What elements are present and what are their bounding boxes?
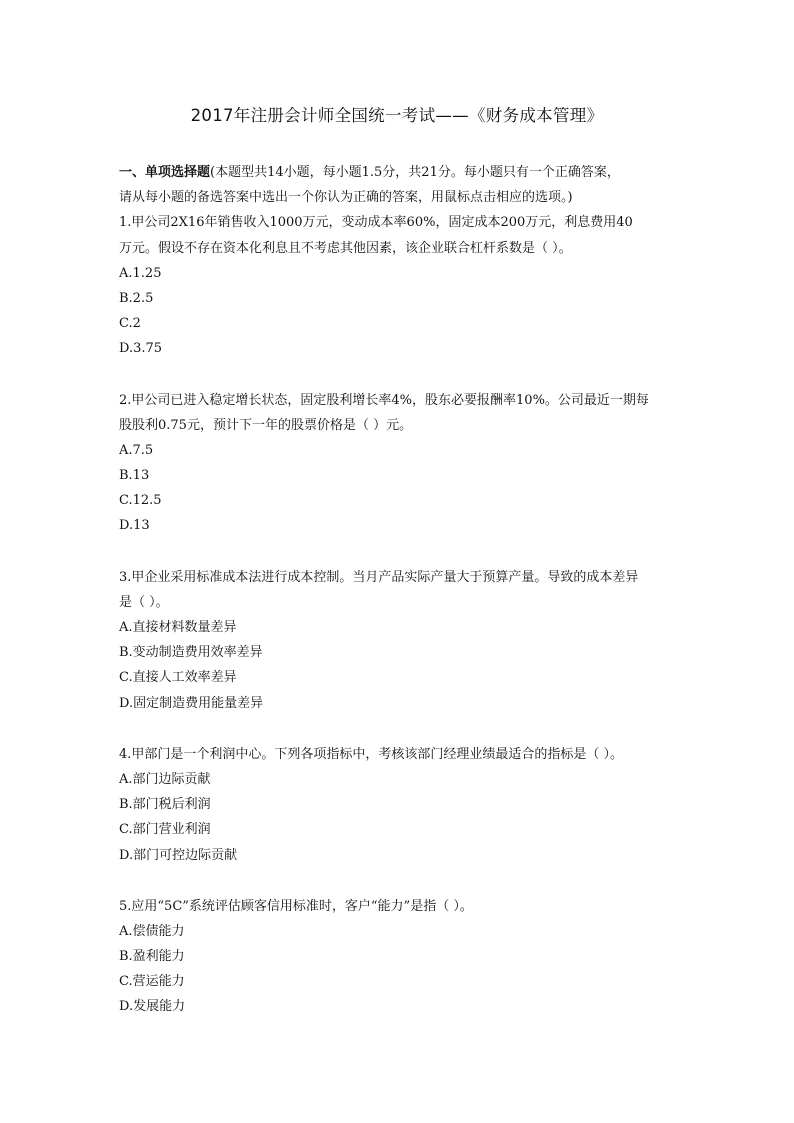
option-b[interactable]: B.盈利能力 (119, 949, 185, 965)
question-stem-line: 1.甲公司2X16年销售收入1000万元，变动成本率60%，固定成本200万元，利息费用40 (119, 215, 633, 231)
option-a[interactable]: A.偿债能力 (119, 923, 185, 939)
section-heading: 一、单项选择题 (119, 165, 211, 180)
question-2 (119, 388, 677, 539)
option-c[interactable]: C.营运能力 (119, 974, 185, 990)
section-intro-1: (本题型共14小题，每小题1.5分，共21分。每小题只有一个正确答案， (210, 165, 620, 180)
option-b[interactable]: B.部门税后利润 (119, 797, 211, 813)
page-title: 2017年注册会计师全国统一考试——《财务成本管理》 (190, 106, 604, 125)
question-3 (119, 565, 677, 716)
section-intro-line-1 (119, 160, 677, 185)
option-d[interactable]: D.13 (119, 518, 150, 534)
option-d[interactable]: D.部门可控边际贡献 (119, 847, 238, 863)
question-stem-line: 4.甲部门是一个利润中心。下列各项指标中，考核该部门经理业绩最适合的指标是（ ）。 (119, 746, 624, 762)
option-a[interactable]: A.直接材料数量差异 (119, 620, 237, 635)
option-c[interactable]: C.部门营业利润 (119, 822, 211, 838)
exam-content (119, 160, 677, 1020)
question-spacer (119, 362, 677, 388)
question-spacer (119, 539, 677, 565)
option-a[interactable]: A.部门边际贡献 (119, 771, 211, 787)
question-stem-line: 是（ ）。 (119, 594, 169, 610)
question-stem-line: 5.应用“5C”系统评估顾客信用标准时，客户“能力”是指（ ）。 (119, 898, 473, 914)
question-4 (119, 742, 677, 868)
option-b[interactable]: B.变动制造费用效率差异 (119, 645, 263, 661)
option-d[interactable]: D.固定制造费用能量差异 (119, 695, 264, 711)
question-5 (119, 894, 677, 1020)
option-c[interactable]: C.12.5 (119, 493, 162, 509)
question-stem-line: 万元。假设不存在资本化利息且不考虑其他因素，该企业联合杠杆系数是（ ）。 (119, 240, 572, 256)
option-d[interactable]: D.3.75 (119, 341, 163, 357)
question-spacer (119, 868, 677, 894)
option-c[interactable]: C.2 (119, 316, 141, 332)
option-c[interactable]: C.直接人工效率差异 (119, 670, 237, 686)
option-a[interactable]: A.1.25 (119, 265, 162, 281)
section-intro-line-2: 请从每小题的备选答案中选出一个你认为正确的答案，用鼠标点击相应的选项。) (119, 190, 573, 206)
question-stem-line: 3.甲企业采用标准成本法进行成本控制。当月产品实际产量大于预算产量。导致的成本差异 (119, 569, 639, 585)
option-d[interactable]: D.发展能力 (119, 999, 186, 1015)
question-1 (119, 210, 677, 361)
question-stem-line: 股股利0.75元，预计下一年的股票价格是（ ）元。 (119, 417, 413, 433)
question-stem-line: 2.甲公司已进入稳定增长状态，固定股利增长率4%，股东必要报酬率10%。公司最近一期每 (119, 392, 649, 408)
option-b[interactable]: B.2.5 (119, 290, 154, 306)
option-b[interactable]: B.13 (119, 468, 150, 484)
question-spacer (119, 716, 677, 742)
option-a[interactable]: A.7.5 (119, 442, 154, 458)
